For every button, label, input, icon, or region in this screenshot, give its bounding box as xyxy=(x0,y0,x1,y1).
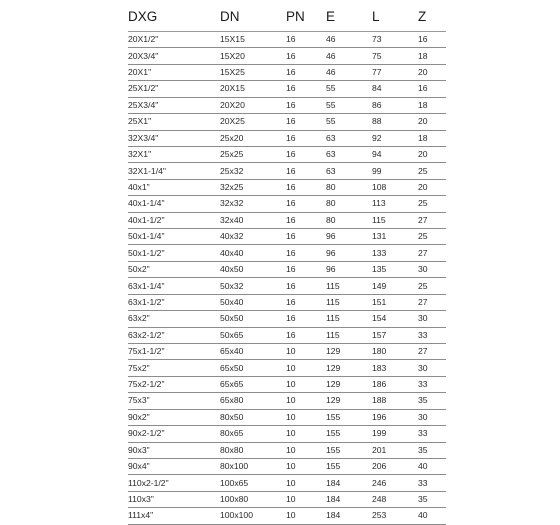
cell-dn: 20X15 xyxy=(220,81,286,97)
cell-dn: 32x40 xyxy=(220,212,286,228)
cell-e: 155 xyxy=(326,409,372,425)
cell-dxg: 111x4" xyxy=(128,508,220,524)
cell-dxg: 63x2-1/2" xyxy=(128,327,220,343)
table-row xyxy=(128,442,446,458)
header-pn: PN xyxy=(286,2,326,32)
cell-l: 253 xyxy=(372,508,418,524)
cell-dxg: 32X1-1/4" xyxy=(128,163,220,179)
header-z: Z xyxy=(418,2,446,32)
cell-z: 18 xyxy=(418,97,446,113)
cell-z: 18 xyxy=(418,130,446,146)
table-header-row xyxy=(128,2,446,32)
header-dxg: DXG xyxy=(128,2,220,32)
cell-dxg: 75x1-1/2" xyxy=(128,344,220,360)
table-row xyxy=(128,114,446,130)
cell-dxg: 25X3/4" xyxy=(128,97,220,113)
cell-pn: 10 xyxy=(286,442,326,458)
cell-e: 63 xyxy=(326,130,372,146)
cell-pn: 16 xyxy=(286,311,326,327)
cell-z: 18 xyxy=(418,48,446,64)
cell-dn: 100x100 xyxy=(220,508,286,524)
cell-dxg: 110x2-1/2" xyxy=(128,475,220,491)
cell-pn: 16 xyxy=(286,212,326,228)
cell-dxg: 63x1-1/4" xyxy=(128,278,220,294)
table-row xyxy=(128,64,446,80)
table-row xyxy=(128,491,446,507)
cell-dxg: 75x2" xyxy=(128,360,220,376)
cell-e: 55 xyxy=(326,81,372,97)
cell-pn: 16 xyxy=(286,294,326,310)
cell-dn: 32x32 xyxy=(220,196,286,212)
table-row xyxy=(128,508,446,524)
cell-l: 186 xyxy=(372,376,418,392)
cell-z: 30 xyxy=(418,311,446,327)
table-row xyxy=(128,360,446,376)
cell-l: 180 xyxy=(372,344,418,360)
cell-z: 33 xyxy=(418,475,446,491)
cell-pn: 16 xyxy=(286,163,326,179)
cell-dn: 65x65 xyxy=(220,376,286,392)
cell-z: 25 xyxy=(418,278,446,294)
table-row xyxy=(128,475,446,491)
cell-l: 188 xyxy=(372,393,418,409)
cell-dn: 100x80 xyxy=(220,491,286,507)
cell-dxg: 20X1/2" xyxy=(128,32,220,48)
cell-dxg: 32X3/4" xyxy=(128,130,220,146)
table-row xyxy=(128,458,446,474)
cell-e: 46 xyxy=(326,32,372,48)
cell-dn: 25x32 xyxy=(220,163,286,179)
cell-dxg: 50x1-1/4" xyxy=(128,229,220,245)
cell-z: 30 xyxy=(418,360,446,376)
cell-e: 96 xyxy=(326,245,372,261)
cell-dn: 40x40 xyxy=(220,245,286,261)
cell-dxg: 32X1" xyxy=(128,146,220,162)
cell-pn: 16 xyxy=(286,32,326,48)
cell-l: 154 xyxy=(372,311,418,327)
cell-dxg: 40x1-1/2" xyxy=(128,212,220,228)
cell-z: 25 xyxy=(418,196,446,212)
cell-dn: 40x50 xyxy=(220,261,286,277)
cell-e: 63 xyxy=(326,163,372,179)
cell-pn: 16 xyxy=(286,48,326,64)
table-row xyxy=(128,294,446,310)
cell-l: 113 xyxy=(372,196,418,212)
cell-dn: 25x20 xyxy=(220,130,286,146)
cell-l: 135 xyxy=(372,261,418,277)
cell-pn: 16 xyxy=(286,327,326,343)
cell-l: 73 xyxy=(372,32,418,48)
cell-l: 149 xyxy=(372,278,418,294)
cell-l: 108 xyxy=(372,179,418,195)
cell-l: 248 xyxy=(372,491,418,507)
cell-e: 184 xyxy=(326,508,372,524)
cell-l: 94 xyxy=(372,146,418,162)
cell-e: 184 xyxy=(326,491,372,507)
cell-pn: 10 xyxy=(286,491,326,507)
table-row xyxy=(128,163,446,179)
table-row xyxy=(128,48,446,64)
cell-z: 33 xyxy=(418,426,446,442)
cell-dn: 80x50 xyxy=(220,409,286,425)
cell-dn: 50x40 xyxy=(220,294,286,310)
cell-z: 40 xyxy=(418,508,446,524)
cell-dxg: 20X1" xyxy=(128,64,220,80)
table-row xyxy=(128,146,446,162)
cell-dn: 80x80 xyxy=(220,442,286,458)
cell-dxg: 90x3" xyxy=(128,442,220,458)
cell-dn: 25x25 xyxy=(220,146,286,162)
cell-z: 20 xyxy=(418,64,446,80)
cell-e: 80 xyxy=(326,196,372,212)
cell-z: 16 xyxy=(418,32,446,48)
cell-dxg: 25X1/2" xyxy=(128,81,220,97)
cell-z: 35 xyxy=(418,442,446,458)
cell-l: 88 xyxy=(372,114,418,130)
cell-l: 77 xyxy=(372,64,418,80)
cell-l: 201 xyxy=(372,442,418,458)
cell-dn: 80x100 xyxy=(220,458,286,474)
cell-pn: 10 xyxy=(286,409,326,425)
cell-z: 35 xyxy=(418,491,446,507)
table-row xyxy=(128,81,446,97)
cell-dn: 50x32 xyxy=(220,278,286,294)
cell-e: 96 xyxy=(326,261,372,277)
table-row xyxy=(128,327,446,343)
cell-e: 129 xyxy=(326,344,372,360)
cell-l: 84 xyxy=(372,81,418,97)
cell-dn: 65x80 xyxy=(220,393,286,409)
cell-l: 199 xyxy=(372,426,418,442)
header-dn: DN xyxy=(220,2,286,32)
cell-l: 133 xyxy=(372,245,418,261)
cell-z: 35 xyxy=(418,393,446,409)
cell-dn: 50x65 xyxy=(220,327,286,343)
cell-e: 129 xyxy=(326,393,372,409)
cell-pn: 16 xyxy=(286,278,326,294)
table-row xyxy=(128,409,446,425)
cell-dn: 80x65 xyxy=(220,426,286,442)
cell-e: 115 xyxy=(326,327,372,343)
cell-z: 25 xyxy=(418,163,446,179)
cell-pn: 16 xyxy=(286,81,326,97)
cell-e: 96 xyxy=(326,229,372,245)
table-row xyxy=(128,278,446,294)
cell-l: 183 xyxy=(372,360,418,376)
cell-dxg: 75x3" xyxy=(128,393,220,409)
cell-pn: 16 xyxy=(286,196,326,212)
cell-l: 92 xyxy=(372,130,418,146)
cell-dxg: 20X3/4" xyxy=(128,48,220,64)
cell-e: 80 xyxy=(326,179,372,195)
cell-pn: 10 xyxy=(286,475,326,491)
cell-dn: 65x50 xyxy=(220,360,286,376)
table-row xyxy=(128,212,446,228)
cell-dxg: 50x2" xyxy=(128,261,220,277)
cell-z: 27 xyxy=(418,344,446,360)
cell-dxg: 90x2" xyxy=(128,409,220,425)
cell-e: 155 xyxy=(326,426,372,442)
cell-pn: 10 xyxy=(286,360,326,376)
cell-e: 63 xyxy=(326,146,372,162)
cell-l: 196 xyxy=(372,409,418,425)
cell-z: 27 xyxy=(418,212,446,228)
cell-pn: 16 xyxy=(286,245,326,261)
cell-pn: 10 xyxy=(286,426,326,442)
cell-e: 115 xyxy=(326,311,372,327)
header-e: E xyxy=(326,2,372,32)
table-row xyxy=(128,229,446,245)
cell-dn: 20X20 xyxy=(220,97,286,113)
cell-e: 184 xyxy=(326,475,372,491)
table-row xyxy=(128,393,446,409)
cell-l: 115 xyxy=(372,212,418,228)
cell-pn: 10 xyxy=(286,376,326,392)
cell-dxg: 75x2-1/2" xyxy=(128,376,220,392)
cell-e: 46 xyxy=(326,64,372,80)
cell-e: 46 xyxy=(326,48,372,64)
cell-z: 33 xyxy=(418,376,446,392)
cell-pn: 16 xyxy=(286,229,326,245)
cell-pn: 16 xyxy=(286,114,326,130)
cell-dxg: 40x1-1/4" xyxy=(128,196,220,212)
cell-pn: 10 xyxy=(286,458,326,474)
cell-dxg: 63x2" xyxy=(128,311,220,327)
cell-pn: 16 xyxy=(286,179,326,195)
cell-z: 30 xyxy=(418,409,446,425)
header-l: L xyxy=(372,2,418,32)
cell-dn: 15X25 xyxy=(220,64,286,80)
cell-l: 206 xyxy=(372,458,418,474)
cell-dxg: 40x1" xyxy=(128,179,220,195)
cell-dn: 15X15 xyxy=(220,32,286,48)
cell-dxg: 25X1" xyxy=(128,114,220,130)
table-row xyxy=(128,311,446,327)
cell-e: 155 xyxy=(326,458,372,474)
cell-z: 27 xyxy=(418,294,446,310)
cell-e: 129 xyxy=(326,360,372,376)
dimensions-table xyxy=(128,2,446,525)
cell-dn: 20X25 xyxy=(220,114,286,130)
cell-dn: 32x25 xyxy=(220,179,286,195)
cell-dxg: 90x4" xyxy=(128,458,220,474)
cell-z: 20 xyxy=(418,114,446,130)
cell-e: 115 xyxy=(326,278,372,294)
table-row xyxy=(128,32,446,48)
table-row xyxy=(128,245,446,261)
cell-dxg: 50x1-1/2" xyxy=(128,245,220,261)
cell-pn: 16 xyxy=(286,146,326,162)
cell-z: 40 xyxy=(418,458,446,474)
table-row xyxy=(128,196,446,212)
cell-z: 25 xyxy=(418,229,446,245)
table-row xyxy=(128,261,446,277)
cell-dxg: 90x2-1/2" xyxy=(128,426,220,442)
cell-e: 80 xyxy=(326,212,372,228)
cell-dn: 50x50 xyxy=(220,311,286,327)
table-body xyxy=(128,32,446,525)
table-row xyxy=(128,344,446,360)
table-row xyxy=(128,376,446,392)
cell-e: 55 xyxy=(326,97,372,113)
cell-e: 155 xyxy=(326,442,372,458)
cell-e: 115 xyxy=(326,294,372,310)
cell-l: 86 xyxy=(372,97,418,113)
cell-dn: 40x32 xyxy=(220,229,286,245)
cell-dn: 100x65 xyxy=(220,475,286,491)
table-row xyxy=(128,130,446,146)
cell-dn: 15X20 xyxy=(220,48,286,64)
cell-z: 33 xyxy=(418,327,446,343)
table-row xyxy=(128,426,446,442)
cell-pn: 10 xyxy=(286,344,326,360)
cell-l: 99 xyxy=(372,163,418,179)
cell-pn: 10 xyxy=(286,508,326,524)
cell-pn: 16 xyxy=(286,261,326,277)
cell-pn: 16 xyxy=(286,97,326,113)
cell-l: 157 xyxy=(372,327,418,343)
cell-e: 129 xyxy=(326,376,372,392)
cell-dxg: 63x1-1/2" xyxy=(128,294,220,310)
cell-z: 16 xyxy=(418,81,446,97)
cell-l: 151 xyxy=(372,294,418,310)
cell-pn: 16 xyxy=(286,64,326,80)
cell-l: 75 xyxy=(372,48,418,64)
table-row xyxy=(128,179,446,195)
cell-pn: 10 xyxy=(286,393,326,409)
table-row xyxy=(128,97,446,113)
cell-dn: 65x40 xyxy=(220,344,286,360)
cell-z: 30 xyxy=(418,261,446,277)
cell-l: 131 xyxy=(372,229,418,245)
cell-z: 27 xyxy=(418,245,446,261)
cell-l: 246 xyxy=(372,475,418,491)
cell-z: 20 xyxy=(418,146,446,162)
cell-z: 20 xyxy=(418,179,446,195)
cell-e: 55 xyxy=(326,114,372,130)
cell-dxg: 110x3" xyxy=(128,491,220,507)
cell-pn: 16 xyxy=(286,130,326,146)
